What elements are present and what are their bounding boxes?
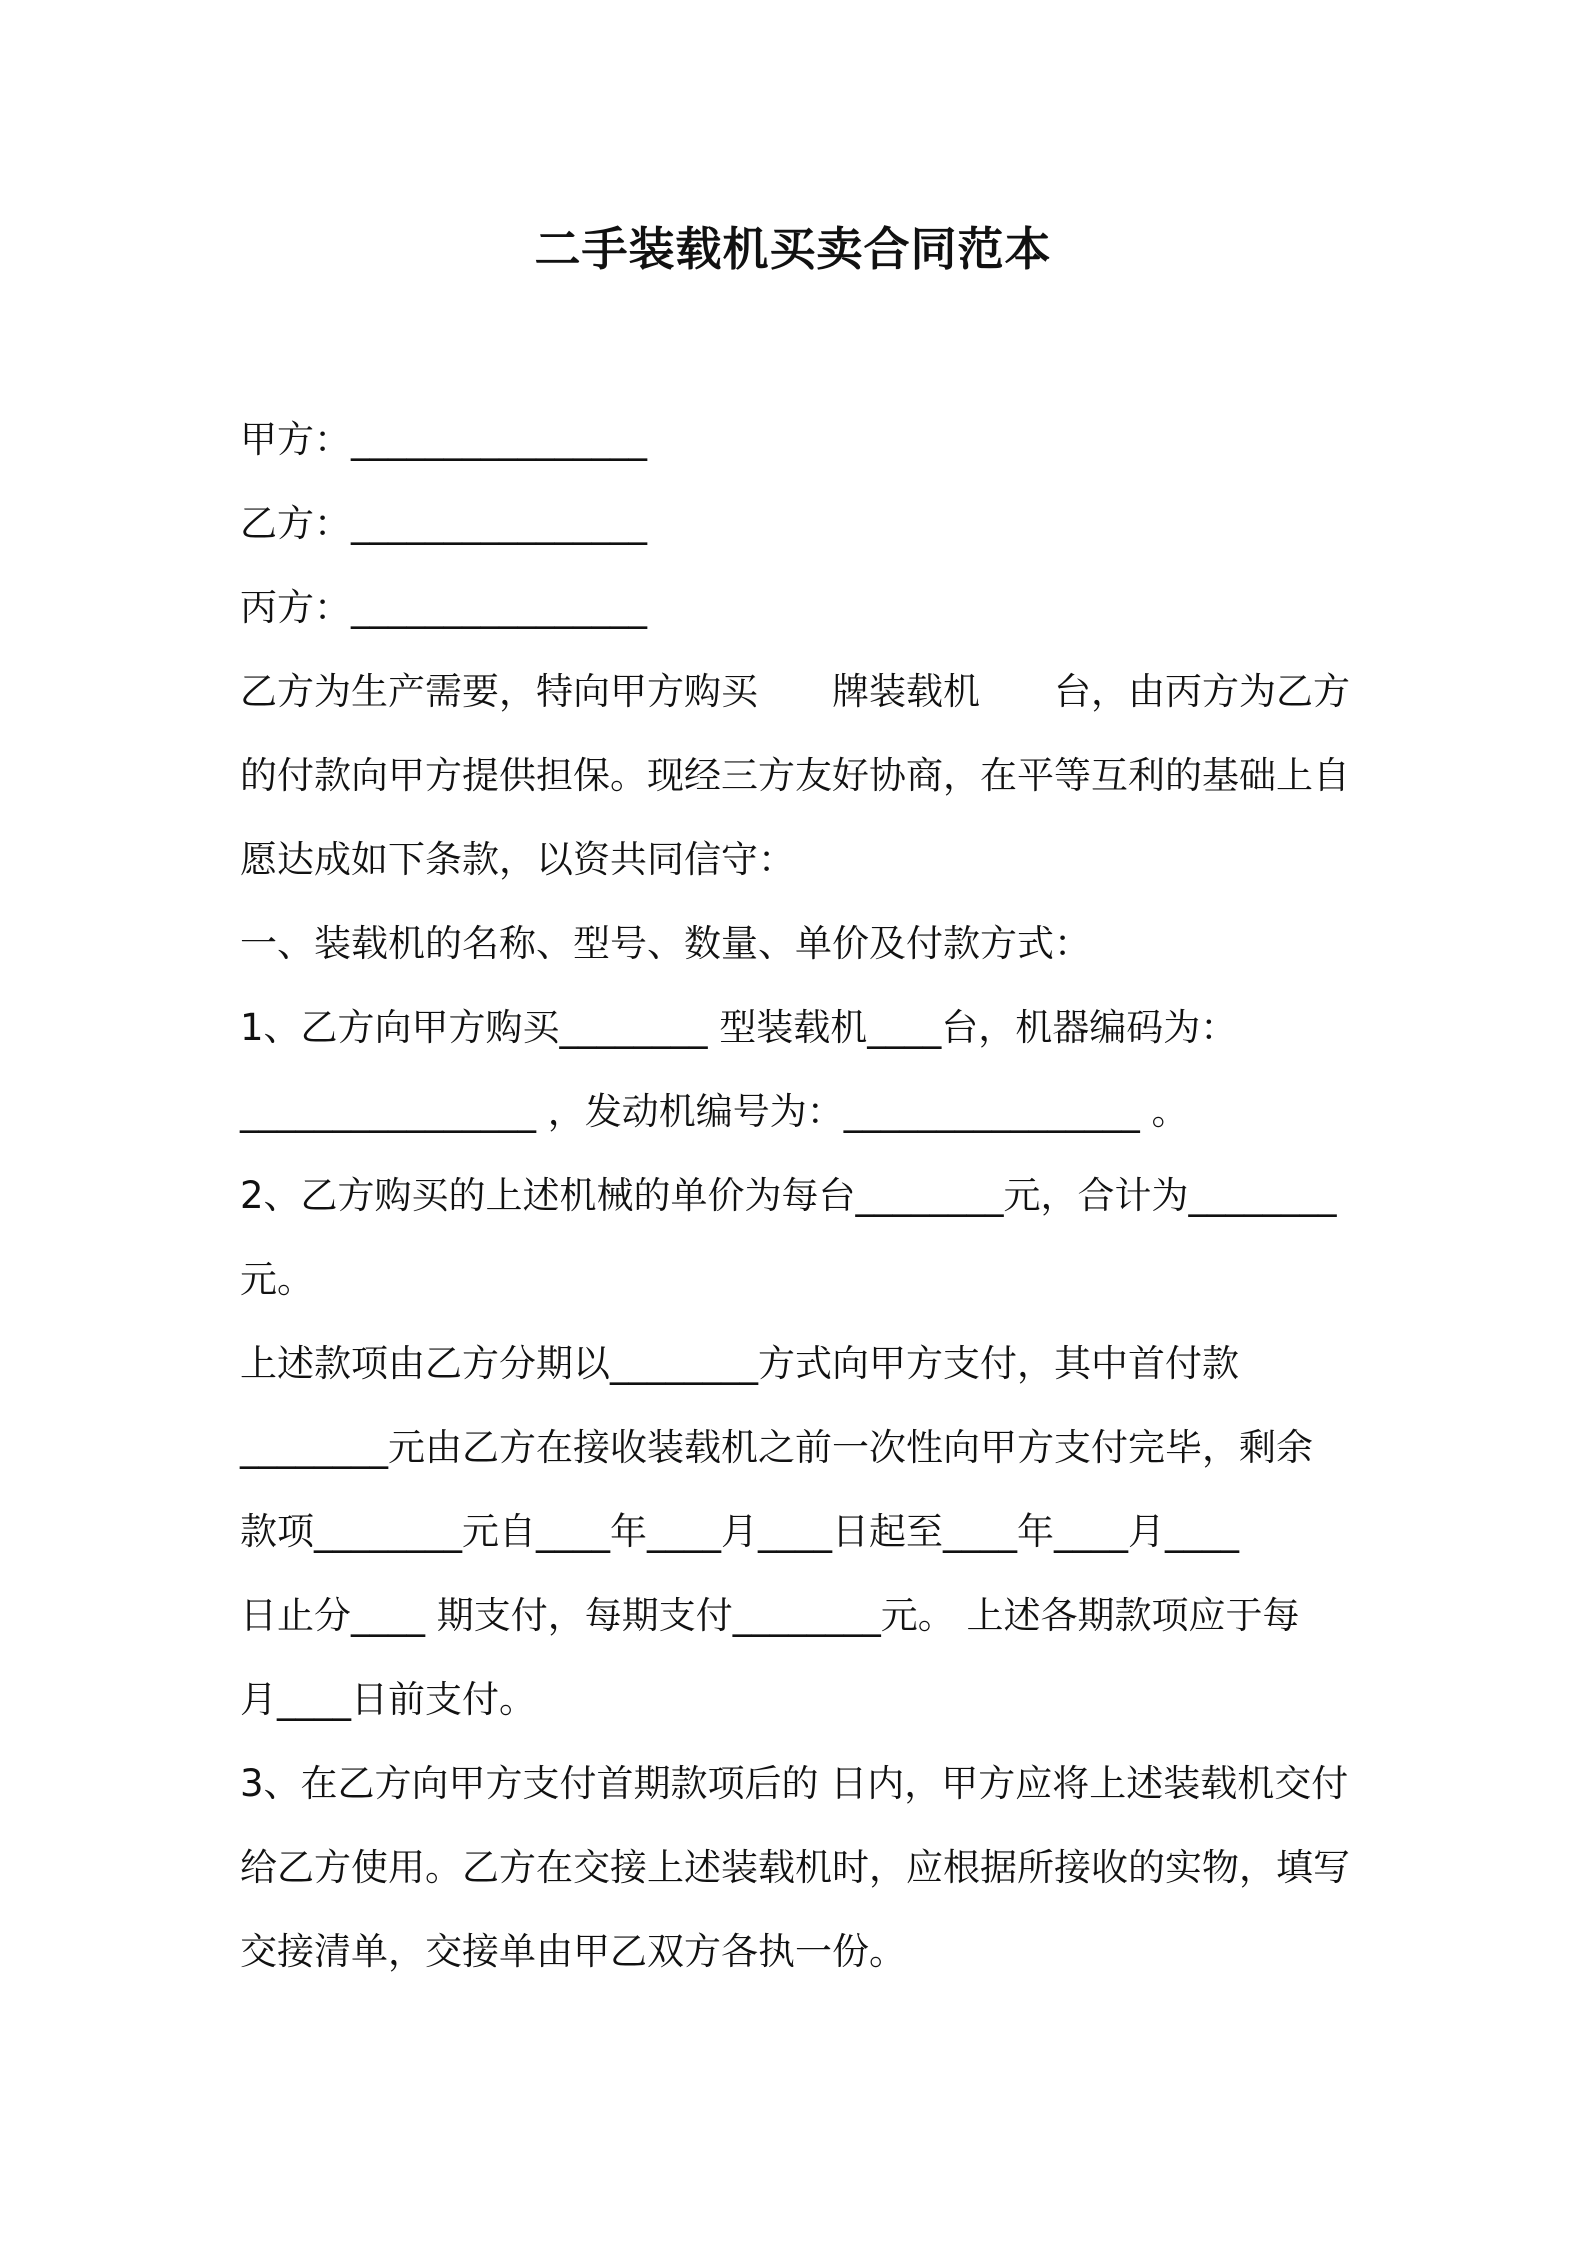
clause-3-line-1: 3、在乙方向甲方支付首期款项后的 日内，甲方应将上述装载机交付	[240, 1762, 1349, 1805]
clause-1-line-1: 1、乙方向甲方购买________ 型装载机____台，机器编码为：	[240, 1006, 1238, 1049]
party-a-line: 甲方：________________	[240, 418, 647, 461]
clause-3-line-2: 给乙方使用。乙方在交接上述装载机时，应根据所接收的实物，填写	[240, 1846, 1350, 1889]
payment-line-4: 日止分____ 期支付，每期支付________元。 上述各期款项应于每	[240, 1594, 1300, 1637]
party-b-line: 乙方：________________	[240, 502, 647, 545]
clause-1-line-2: ________________ ，发动机编号为：________________ 。	[240, 1090, 1189, 1133]
intro-line-1: 乙方为生产需要，特向甲方购买 牌装载机 台，由丙方为乙方	[240, 670, 1350, 713]
document-body	[240, 398, 1356, 1994]
clause-2-line-2: 元。	[240, 1258, 314, 1301]
payment-line-5: 月____日前支付。	[240, 1678, 536, 1721]
payment-line-2: ________元由乙方在接收装载机之前一次性向甲方支付完毕，剩余	[240, 1426, 1313, 1469]
payment-line-1: 上述款项由乙方分期以________方式向甲方支付，其中首付款	[240, 1342, 1239, 1385]
clause-3-line-3: 交接清单，交接单由甲乙双方各执一份。	[240, 1930, 906, 1973]
intro-line-2: 的付款向甲方提供担保。现经三方友好协商，在平等互利的基础上自	[240, 754, 1350, 797]
payment-line-3: 款项________元自____年____月____日起至____年____月____	[240, 1510, 1239, 1553]
intro-line-3: 愿达成如下条款，以资共同信守：	[240, 838, 795, 881]
section-heading-1: 一、装载机的名称、型号、数量、单价及付款方式：	[240, 922, 1091, 965]
document-title: 二手装载机买卖合同范本	[534, 222, 1052, 276]
party-c-line: 丙方：________________	[240, 586, 647, 629]
clause-2-line-1: 2、乙方购买的上述机械的单价为每台________元，合计为________	[240, 1174, 1337, 1217]
